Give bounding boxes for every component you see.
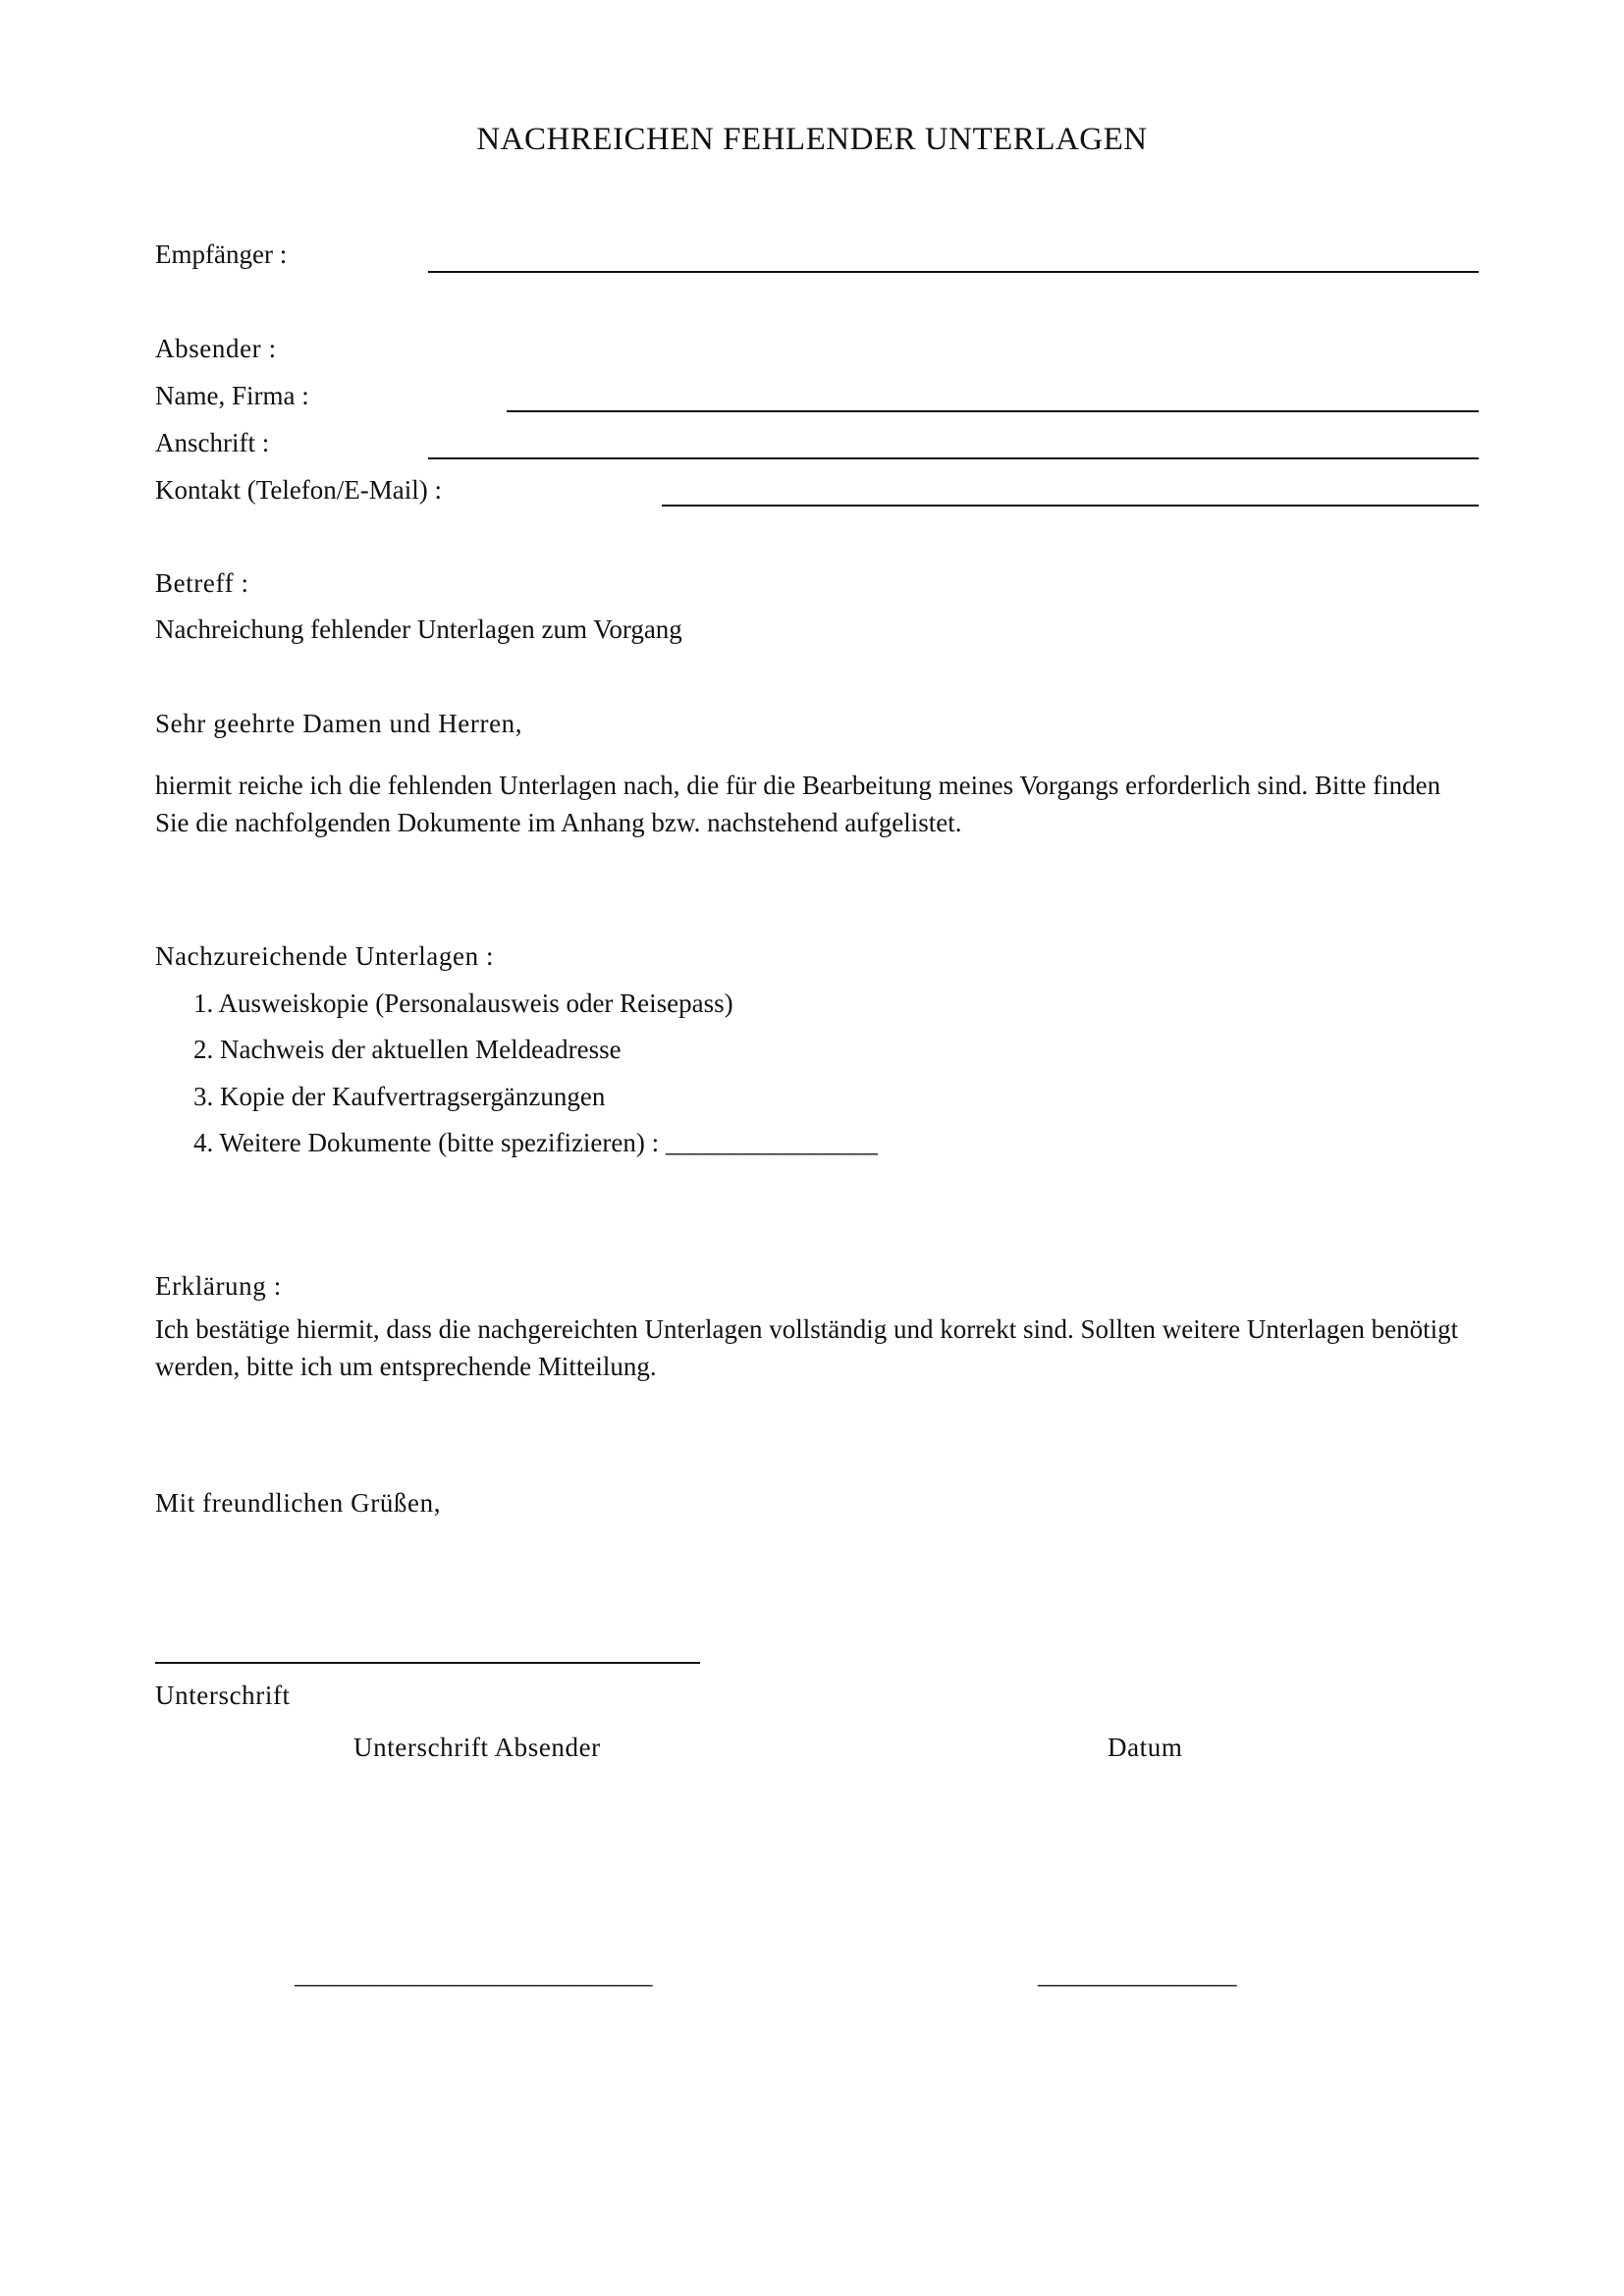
signature-sender-label: Unterschrift Absender (353, 1733, 601, 1762)
salutation: Sehr geehrte Damen und Herren, (155, 709, 523, 738)
sender-address-label: Anschrift : (155, 428, 270, 457)
intro-paragraph: hiermit reiche ich die fehlenden Unterlagen nach, die für die Bearbeitung meines Vorgangs erforderlich sind. Bitte finden Sie die nachfolgenden Dokumente im Anhang bzw. nachstehend aufgelistet. (155, 771, 1441, 837)
subject-text: Nachreichung fehlender Unterlagen zum Vorgang (155, 614, 682, 644)
declaration-label: Erklärung : (155, 1271, 282, 1301)
closing: Mit freundlichen Grüßen, (155, 1488, 442, 1518)
recipient-label: Empfänger : (155, 240, 288, 269)
sender-name-label: Name, Firma : (155, 381, 309, 410)
subject-label: Betreff : (155, 568, 249, 598)
documents-label: Nachzureichende Unterlagen : (155, 941, 495, 971)
sender-contact-label: Kontakt (Telefon/E-Mail) : (155, 475, 443, 505)
signature-line[interactable] (155, 1662, 700, 1664)
recipient-line[interactable] (428, 271, 1479, 273)
list-item: 1. Ausweiskopie (Personalausweis oder Reisepass) (193, 988, 733, 1018)
sender-contact-line[interactable] (662, 505, 1479, 507)
list-item: 2. Nachweis der aktuellen Meldeadresse (193, 1035, 622, 1064)
sender-address-line[interactable] (428, 457, 1479, 459)
list-item: 4. Weitere Dokumente (bitte spezifizieren) : ________________ (193, 1128, 878, 1157)
declaration-paragraph: Ich bestätige hiermit, dass die nachgereichten Unterlagen vollständig und korrekt sind. Sollten weitere Unterlagen benötigt werden, bitte ich um entsprechende Mitteilung. (155, 1314, 1459, 1381)
sender-signature-blank[interactable]: ___________________________ (295, 1959, 653, 1989)
date-blank[interactable]: _______________ (1038, 1959, 1237, 1989)
list-item: 3. Kopie der Kaufvertragsergänzungen (193, 1082, 606, 1111)
document-title: NACHREICHEN FEHLENDER UNTERLAGEN (476, 122, 1148, 157)
signature-label: Unterschrift (155, 1681, 291, 1710)
sender-label: Absender : (155, 334, 277, 363)
sender-name-line[interactable] (507, 410, 1479, 412)
date-label: Datum (1108, 1733, 1183, 1762)
